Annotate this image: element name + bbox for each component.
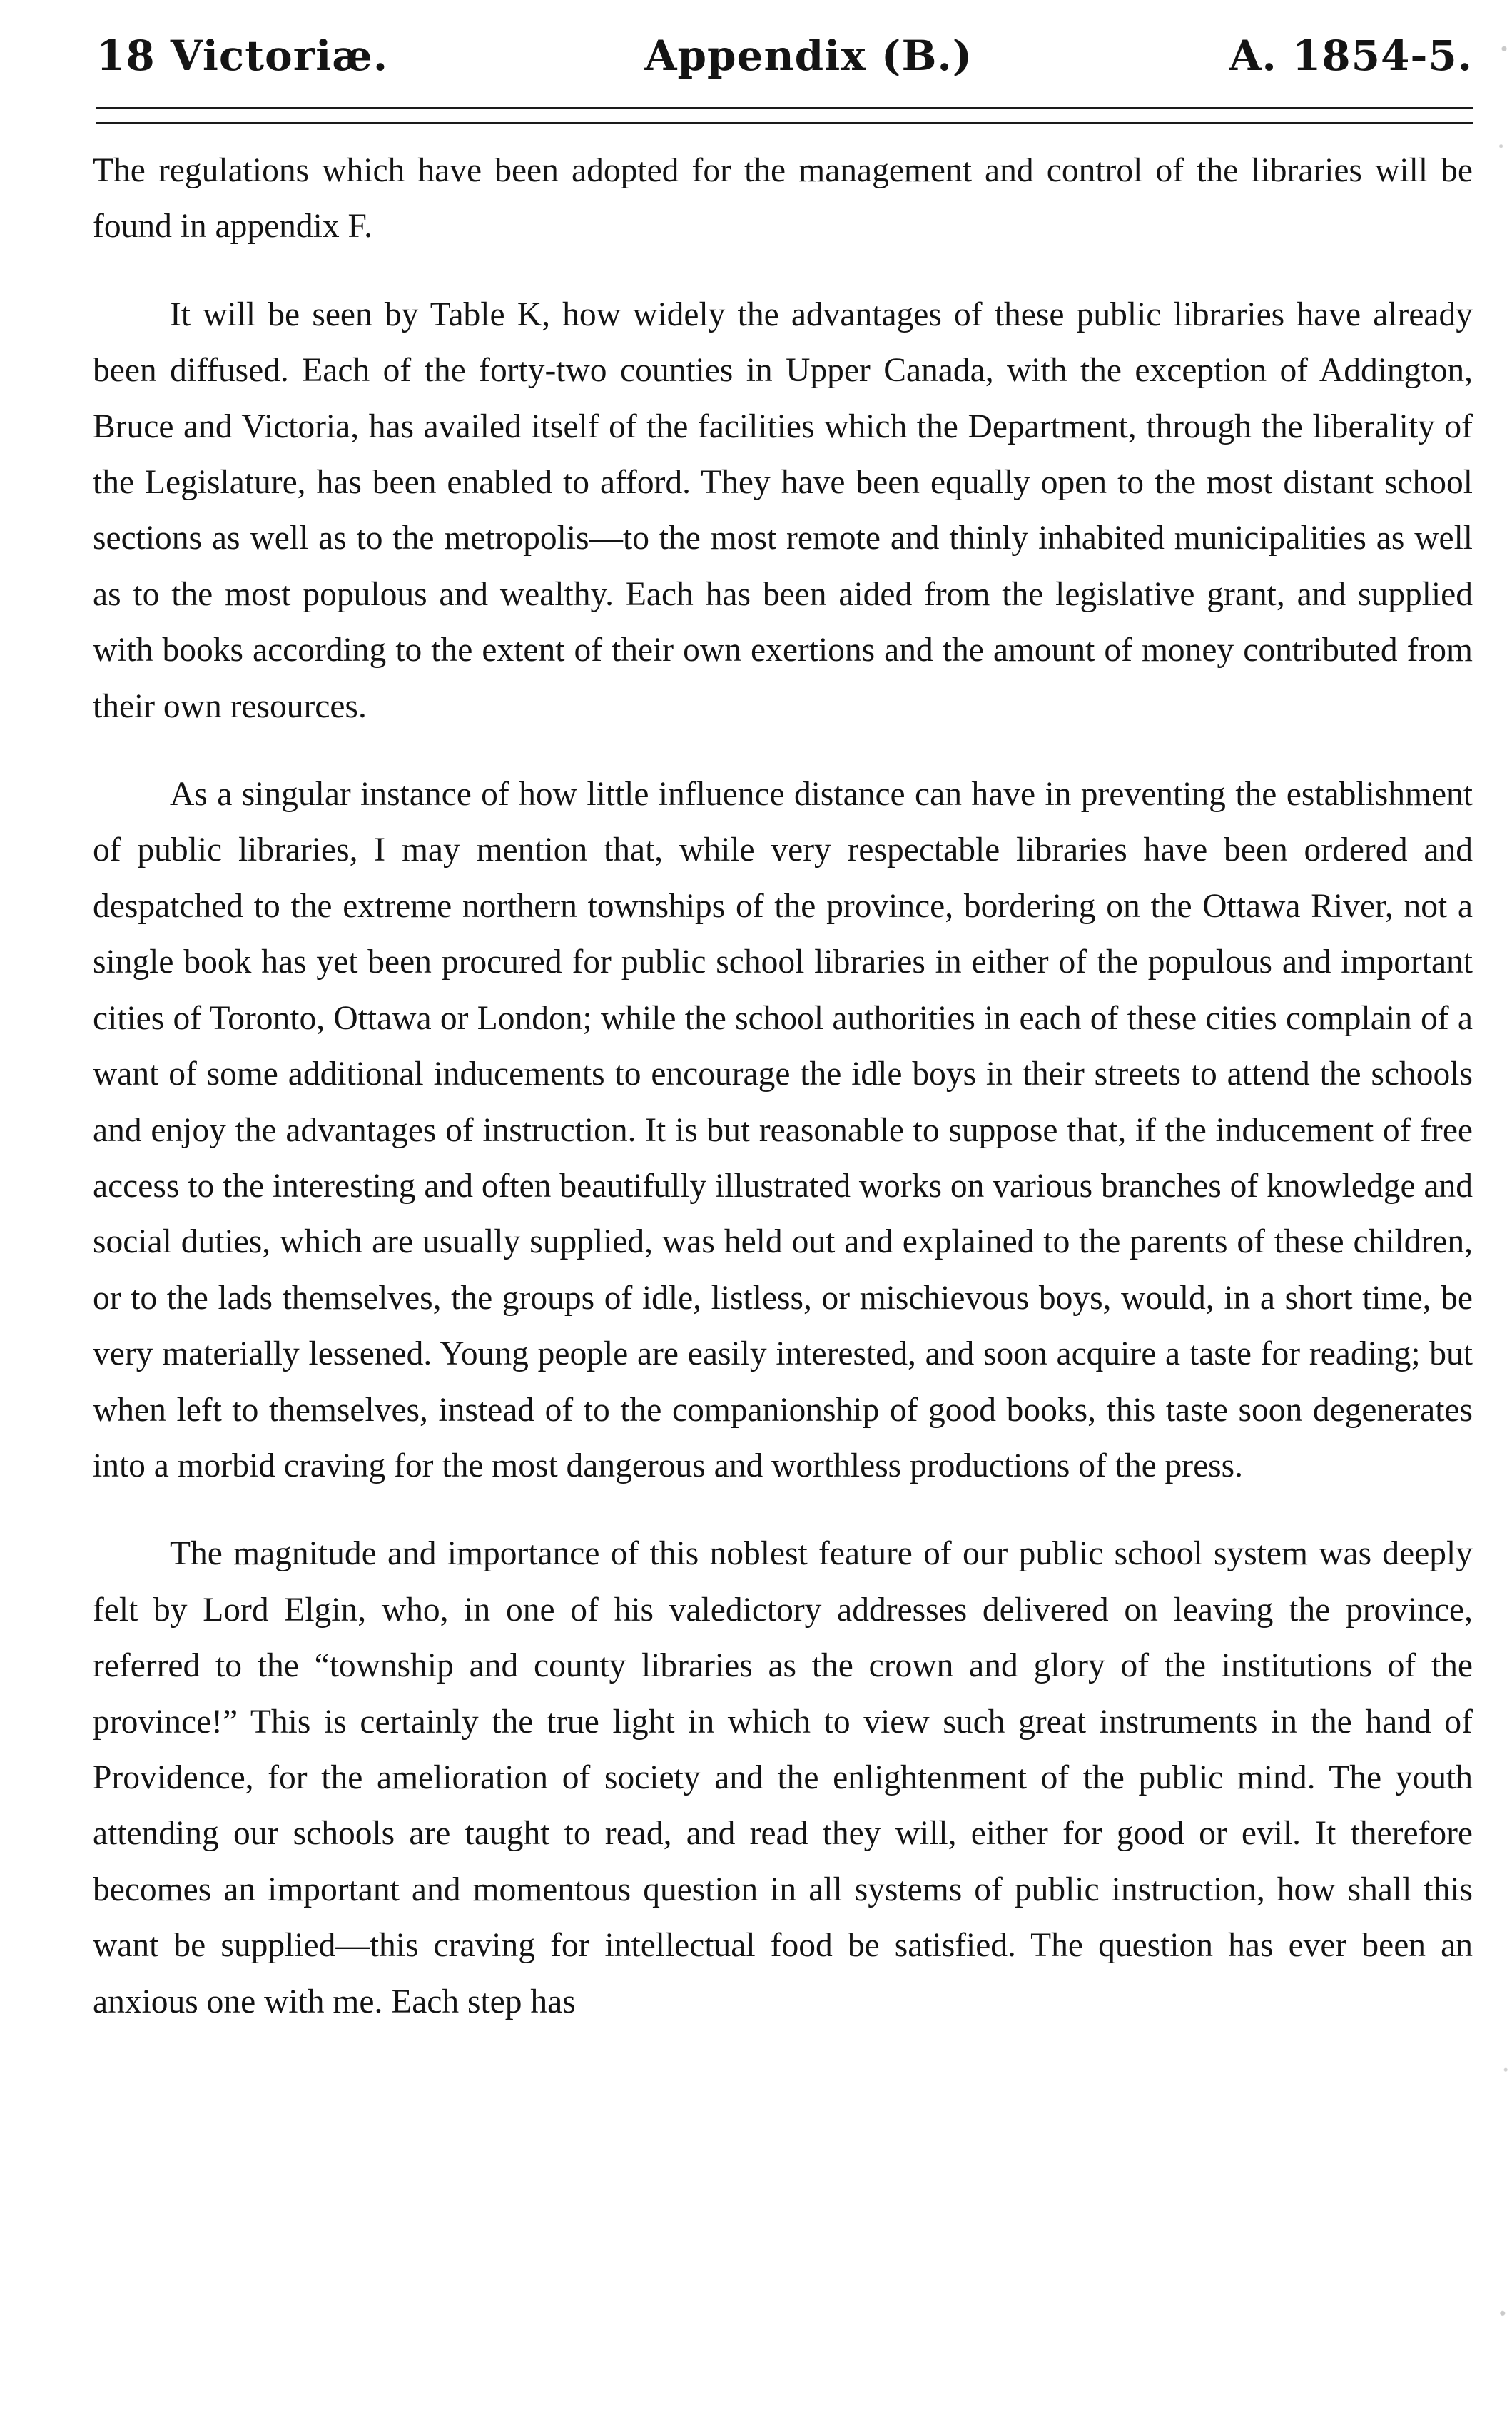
- paragraph-lord-elgin: The magnitude and importance of this noblest feature of our public school system was deeply felt by Lord Elgin, who, in one of his valedictory addresses delivered on leaving the province, referred to the “township and county libraries as the crown and glory of the institutions of the province!” This is certainly the true light in which to view such great instruments in the hand of Providence, for the amelioration of society and the enlightenment of the public mind. The youth attending our schools are taught to read, and read they will, either for good or evil. It therefore becomes an important and momentous question in all systems of public instruction, how shall this want be supplied—this craving for intellectual food be satisfied. The question has ever been an anxious one with me. Each step has: [93, 1535, 1473, 2020]
- body-text: [93, 143, 1473, 2062]
- paragraph-singular-instance: As a singular instance of how little influence distance can have in preventing the establishment of public libraries, I may mention that, while very respectable libraries have been ordered and despatched to the extreme northern townships of the province, bordering on the Ottawa River, not a single book has yet been procured for public school libraries in either of the populous and important cities of Toronto, Ottawa or London; while the school authorities in each of these cities complain of a want of some additional inducements to encourage the idle boys in their streets to attend the schools and enjoy the advantages of instruction. It is but reasonable to suppose that, if the inducement of free access to the interesting and often beautifully illustrated works on various branches of knowledge and social duties, which are usually supplied, was held out and explained to the parents of these children, or to the lads themselves, the groups of idle, listless, or mischievous boys, would, in a short time, be very materially lessened. Young people are easily interested, and soon acquire a taste for reading; but when left to themselves, instead of to the companionship of good books, this taste soon degenerates into a morbid craving for the most dangerous and worthless productions of the press.: [93, 776, 1473, 1484]
- paragraph-table-k: It will be seen by Table K, how widely the advantages of these public libraries have already been diffused. Each of the forty-two counties in Upper Canada, with the exception of Addington, Bruce and Victoria, has availed itself of the facilities which the Department, through the liberality of the Legislature, has been enabled to afford. They have been equally open to the most distant school sections as well as to the metropolis—to the most remote and thinly inhabited municipalities as well as to the most populous and wealthy. Each has been aided from the legislative grant, and supplied with books according to the extent of their own exertions and the amount of money contributed from their own resources.: [93, 295, 1473, 725]
- running-header: [96, 20, 1473, 91]
- paragraph-regulations: The regulations which have been adopted for the management and control of the libraries will be found in appendix F.: [93, 152, 1473, 245]
- header-year: A. 1854-5.: [1229, 31, 1473, 80]
- header-session: 18 Victoriæ.: [96, 31, 389, 80]
- header-double-rule: [96, 107, 1473, 124]
- header-appendix: Appendix (B.): [644, 31, 973, 80]
- scan-edge-artifact: [1496, 0, 1512, 2435]
